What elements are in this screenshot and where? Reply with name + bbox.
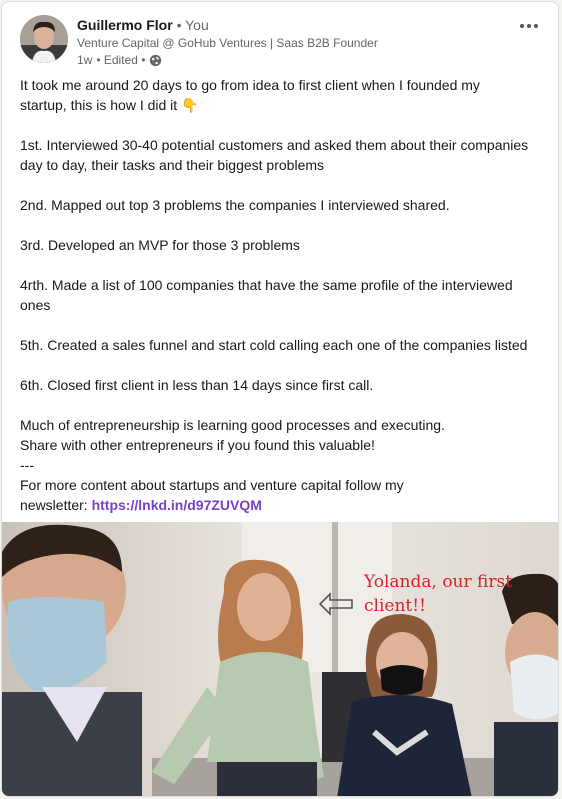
body-line: Share with other entrepreneurs if you found this valuable!	[20, 437, 375, 453]
post-card	[1, 1, 559, 797]
globe-icon	[149, 54, 162, 67]
follow-prefix: newsletter:	[20, 497, 92, 513]
post-photo[interactable]	[2, 522, 559, 797]
body-line: day to day, their tasks and their biggest problems	[20, 157, 325, 173]
post-time: 1w	[77, 53, 93, 67]
author-line	[77, 16, 209, 34]
more-dot	[534, 24, 538, 28]
newsletter-link[interactable]: https://lnkd.in/d97ZUVQM	[91, 497, 262, 513]
office-photo	[2, 522, 559, 797]
photo-caption-line: client!!	[364, 596, 426, 616]
author-separator: •	[176, 17, 182, 33]
body-line	[20, 495, 548, 515]
photo-caption-line: Yolanda, our first	[364, 572, 513, 592]
body-line: For more content about startups and venture capital follow my	[20, 477, 404, 493]
body-line: 3rd. Developed an MVP for those 3 problems	[20, 237, 300, 253]
body-line: 4rth. Made a list of 100 companies that have the same profile of the interviewed	[20, 277, 513, 293]
more-dot	[527, 24, 531, 28]
author-headline: Venture Capital @ GoHub Ventures | Saas B2B Founder	[77, 36, 378, 50]
post-header	[20, 15, 546, 67]
more-options-button[interactable]	[516, 17, 542, 35]
body-line: startup, this is how I did it 👇	[20, 97, 199, 113]
body-line: Much of entrepreneurship is learning good processes and executing.	[20, 417, 445, 433]
author-name[interactable]: Guillermo Flor	[77, 17, 173, 33]
post-edited: • Edited •	[96, 53, 146, 67]
avatar-photo	[20, 15, 68, 63]
body-line: 1st. Interviewed 30-40 potential customers and asked them about their companies	[20, 137, 529, 153]
body-line: 5th. Created a sales funnel and start cold calling each one of the companies listed	[20, 337, 528, 353]
more-horizontal-icon	[520, 24, 524, 28]
post-text	[20, 75, 548, 515]
body-line: ones	[20, 297, 51, 313]
body-line: It took me around 20 days to go from idea to first client when I founded my	[20, 77, 480, 93]
photo-caption	[364, 570, 512, 618]
avatar[interactable]	[20, 15, 68, 63]
body-line: 2nd. Mapped out top 3 problems the companies I interviewed shared.	[20, 197, 450, 213]
post-meta	[77, 53, 162, 68]
author-relation: You	[185, 17, 209, 33]
body-line: 6th. Closed first client in less than 14 days since first call.	[20, 377, 374, 393]
body-divider: ---	[20, 457, 34, 473]
